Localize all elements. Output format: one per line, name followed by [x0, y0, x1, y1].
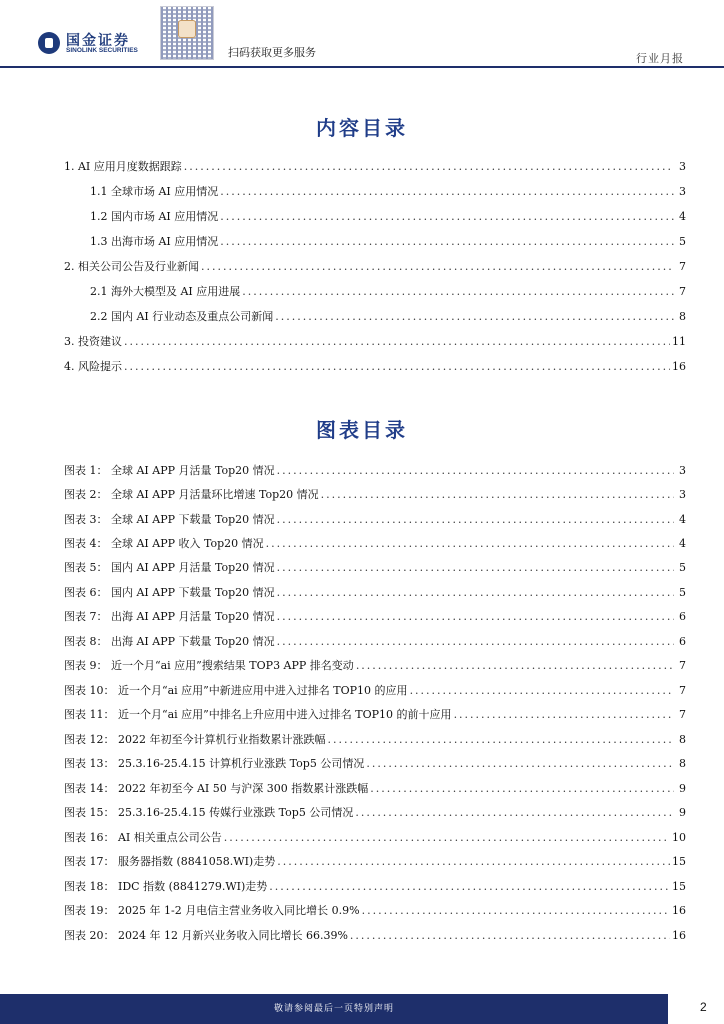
figure-item-page: 5: [679, 561, 686, 574]
figure-item-label: 图表 9： 近一个月“ai 应用”搜索结果 TOP3 APP 排名变动: [64, 659, 354, 672]
toc-item[interactable]: [90, 308, 686, 324]
figure-item[interactable]: [64, 462, 686, 478]
figure-item-label: 图表 13： 25.3.16-25.4.15 计算机行业涨跌 Top5 公司情况: [64, 757, 365, 770]
figure-item-page: 7: [679, 708, 686, 721]
toc-item[interactable]: [64, 158, 686, 174]
toc-leader-dots: [224, 831, 670, 844]
qr-scan-text: 扫码获取更多服务: [228, 46, 316, 59]
header-divider: [0, 66, 724, 68]
toc-leader-dots: [277, 635, 674, 648]
toc-item[interactable]: [90, 208, 686, 224]
figure-item-label: 图表 2： 全球 AI APP 月活量环比增速 Top20 情况: [64, 488, 319, 501]
figures-title: 图表目录: [316, 418, 408, 442]
footer-disclaimer: 敬请参阅最后一页特别声明: [273, 1004, 394, 1014]
toc-item-label: 2.2 国内 AI 行业动态及重点公司新闻: [90, 310, 274, 323]
figure-item-label: 图表 11： 近一个月“ai 应用”中排名上升应用中进入过排名 TOP10 的前十应用: [64, 708, 452, 721]
logo-name-cn: 国金证券: [66, 33, 130, 49]
figure-item[interactable]: [64, 853, 686, 869]
toc-leader-dots: [277, 464, 674, 477]
toc-item[interactable]: [64, 358, 686, 374]
figure-item-page: 8: [679, 757, 686, 770]
figure-item-label: 图表 18： IDC 指数 (8841279.WI)走势: [64, 880, 268, 893]
figure-item[interactable]: [64, 755, 686, 771]
toc-leader-dots: [124, 360, 670, 373]
toc-item-page: 3: [679, 185, 686, 198]
toc-leader-dots: [220, 235, 674, 248]
toc-leader-dots: [277, 610, 674, 623]
toc-item-page: 3: [679, 160, 686, 173]
toc-item[interactable]: [90, 283, 686, 299]
figure-item-label: 图表 10： 近一个月“ai 应用”中新进应用中进入过排名 TOP10 的应用: [64, 684, 408, 697]
toc-leader-dots: [184, 160, 674, 173]
figure-item-page: 15: [672, 855, 686, 868]
figure-item[interactable]: [64, 633, 686, 649]
toc-item-page: 8: [679, 310, 686, 323]
toc-item[interactable]: [90, 183, 686, 199]
figure-item[interactable]: [64, 829, 686, 845]
toc-item-label: 2.1 海外大模型及 AI 应用进展: [90, 285, 241, 298]
toc-item-page: 7: [679, 260, 686, 273]
figure-item-page: 4: [679, 513, 686, 526]
toc-leader-dots: [362, 904, 670, 917]
toc-title: 内容目录: [316, 116, 408, 140]
toc-leader-dots: [242, 285, 674, 298]
toc-leader-dots: [321, 488, 674, 501]
logo-name-en: SINOLINK SECURITIES: [66, 47, 138, 54]
toc-leader-dots: [124, 335, 670, 348]
toc-leader-dots: [201, 260, 674, 273]
figure-item-page: 9: [679, 806, 686, 819]
figure-item-label: 图表 4： 全球 AI APP 收入 Top20 情况: [64, 537, 264, 550]
figure-item-label: 图表 16： AI 相关重点公司公告: [64, 831, 222, 844]
toc-item-page: 4: [679, 210, 686, 223]
toc-item-label: 1.3 出海市场 AI 应用情况: [90, 235, 219, 248]
toc-leader-dots: [266, 537, 674, 550]
figure-item-page: 7: [679, 684, 686, 697]
toc-leader-dots: [370, 782, 674, 795]
figure-item[interactable]: [64, 682, 686, 698]
toc-leader-dots: [327, 733, 674, 746]
figure-item-page: 16: [672, 929, 686, 942]
figure-item-page: 8: [679, 733, 686, 746]
figure-item[interactable]: [64, 780, 686, 796]
toc-leader-dots: [366, 757, 674, 770]
toc-item-label: 2. 相关公司公告及行业新闻: [64, 260, 199, 273]
figure-item-page: 10: [672, 831, 686, 844]
figure-item[interactable]: [64, 902, 686, 918]
figure-item-label: 图表 19： 2025 年 1-2 月电信主营业务收入同比增长 0.9%: [64, 904, 360, 917]
toc-leader-dots: [350, 929, 670, 942]
figure-item-page: 3: [679, 464, 686, 477]
figure-item-page: 6: [679, 635, 686, 648]
toc-leader-dots: [275, 310, 674, 323]
toc-leader-dots: [269, 880, 670, 893]
toc-item[interactable]: [64, 333, 686, 349]
figure-item-page: 5: [679, 586, 686, 599]
company-logo: [38, 30, 158, 56]
toc-leader-dots: [355, 806, 674, 819]
qr-center-logo-icon: [178, 20, 196, 38]
figure-item-label: 图表 12： 2022 年初至今计算机行业指数累计涨跌幅: [64, 733, 326, 746]
figure-item-label: 图表 5： 国内 AI APP 月活量 Top20 情况: [64, 561, 275, 574]
logo-mark-icon: [38, 32, 60, 54]
figure-item-label: 图表 7： 出海 AI APP 月活量 Top20 情况: [64, 610, 275, 623]
figure-item-label: 图表 8： 出海 AI APP 下载量 Top20 情况: [64, 635, 275, 648]
figure-item[interactable]: [64, 706, 686, 722]
figure-item[interactable]: [64, 731, 686, 747]
toc-item-label: 1.1 全球市场 AI 应用情况: [90, 185, 219, 198]
figure-item[interactable]: [64, 584, 686, 600]
toc-item-page: 7: [679, 285, 686, 298]
figure-item-label: 图表 3： 全球 AI APP 下载量 Top20 情况: [64, 513, 275, 526]
figure-item[interactable]: [64, 608, 686, 624]
figure-item-page: 4: [679, 537, 686, 550]
toc-item-page: 11: [672, 335, 686, 348]
toc-item-label: 1. AI 应用月度数据跟踪: [64, 160, 182, 173]
figure-item-page: 16: [672, 904, 686, 917]
figure-item-page: 15: [672, 880, 686, 893]
page-header: [0, 0, 724, 68]
toc-leader-dots: [356, 659, 674, 672]
toc-leader-dots: [277, 513, 674, 526]
toc-item-label: 3. 投资建议: [64, 335, 122, 348]
figure-item-page: 9: [679, 782, 686, 795]
toc-leader-dots: [220, 210, 674, 223]
page-number: 2: [700, 1000, 707, 1014]
figure-item-page: 6: [679, 610, 686, 623]
toc-item-label: 4. 风险提示: [64, 360, 122, 373]
figure-item[interactable]: [64, 927, 686, 943]
figure-item-label: 图表 17： 服务器指数 (8841058.WI)走势: [64, 855, 276, 868]
figure-item-label: 图表 14： 2022 年初至今 AI 50 与沪深 300 指数累计涨跌幅: [64, 782, 369, 795]
toc-item-label: 1.2 国内市场 AI 应用情况: [90, 210, 219, 223]
figure-item[interactable]: [64, 878, 686, 894]
figure-item[interactable]: [64, 804, 686, 820]
toc-leader-dots: [277, 586, 674, 599]
report-type-label: 行业月报: [636, 52, 684, 65]
toc-item[interactable]: [90, 233, 686, 249]
toc-item-page: 16: [672, 360, 686, 373]
toc-leader-dots: [277, 561, 674, 574]
figure-item-label: 图表 15： 25.3.16-25.4.15 传媒行业涨跌 Top5 公司情况: [64, 806, 354, 819]
figure-item-page: 7: [679, 659, 686, 672]
figure-item[interactable]: [64, 511, 686, 527]
figure-item-label: 图表 20： 2024 年 12 月新兴业务收入同比增长 66.39%: [64, 929, 348, 942]
toc-item[interactable]: [64, 258, 686, 274]
toc-leader-dots: [454, 708, 674, 721]
toc-item-page: 5: [679, 235, 686, 248]
figure-item-label: 图表 1： 全球 AI APP 月活量 Top20 情况: [64, 464, 275, 477]
toc-leader-dots: [410, 684, 674, 697]
figure-item-page: 3: [679, 488, 686, 501]
figure-item[interactable]: [64, 657, 686, 673]
toc-leader-dots: [277, 855, 670, 868]
figure-item-label: 图表 6： 国内 AI APP 下载量 Top20 情况: [64, 586, 275, 599]
figure-item[interactable]: [64, 486, 686, 502]
figure-item[interactable]: [64, 535, 686, 551]
toc-leader-dots: [220, 185, 674, 198]
figure-item[interactable]: [64, 559, 686, 575]
